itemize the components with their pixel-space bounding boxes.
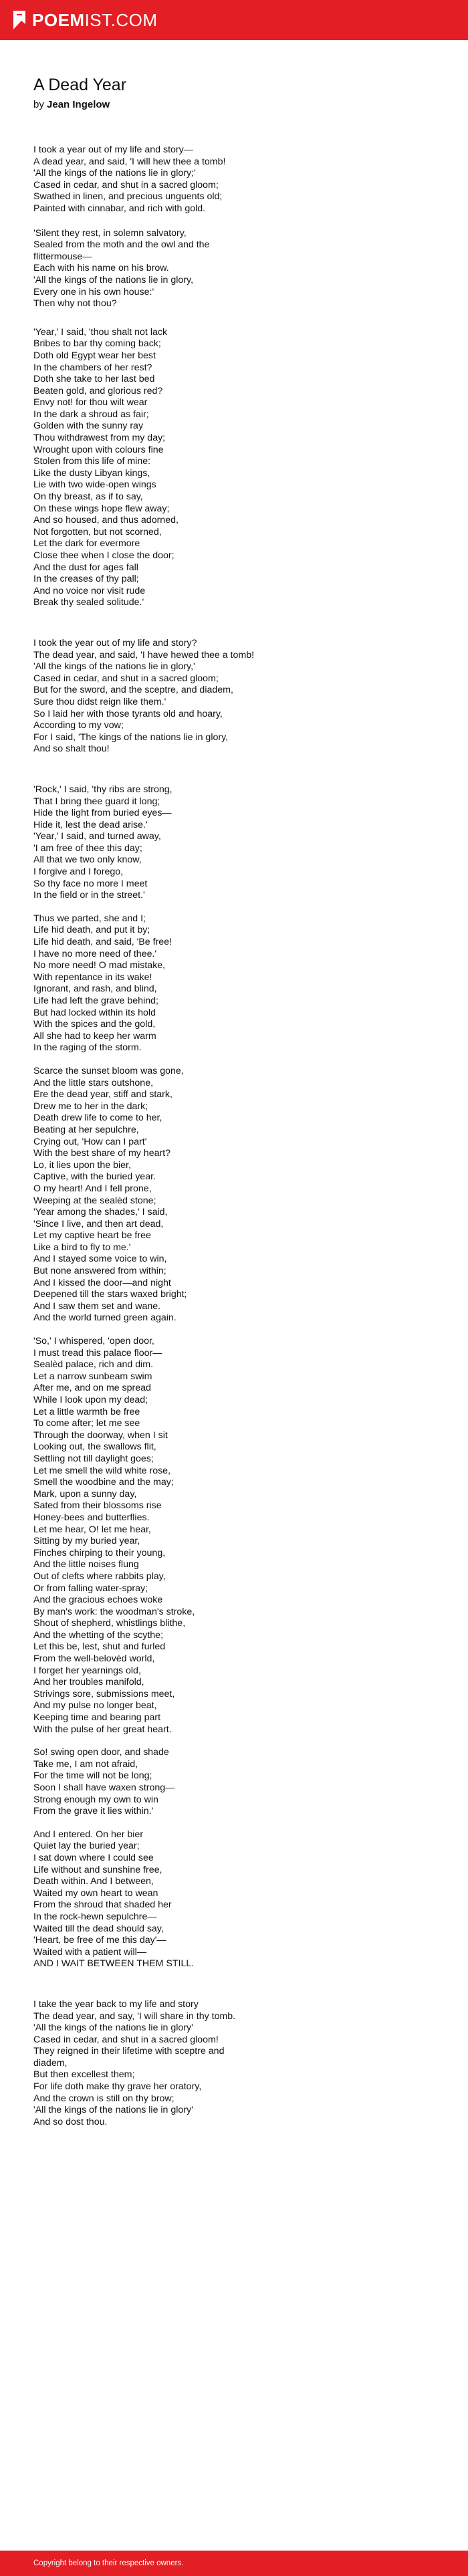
poem-line: And so dost thou.: [33, 2116, 108, 2127]
poem-line: Sated from their blossoms rise: [33, 1500, 162, 1512]
poem-line: With the best share of my heart?: [33, 1148, 171, 1159]
poem-line: And I saw them set and wane.: [33, 1300, 161, 1312]
poem-line: Lo, it lies upon the bier,: [33, 1159, 131, 1171]
poem-line: Not forgotten, but not scorned,: [33, 526, 162, 538]
poem-line: All she had to keep her warm: [33, 1030, 156, 1042]
stanza: [33, 1829, 435, 1970]
poem-line: Honey-bees and butterflies.: [33, 1512, 150, 1523]
stanza: [33, 784, 435, 902]
poem-line: Thus we parted, she and I;: [33, 913, 146, 924]
poem-line: Break thy sealed solitude.': [33, 597, 144, 608]
poem-line: 'All the kings of the nations lie in glory': [33, 2105, 193, 2116]
poem-line: 'Rock,' I said, 'thy ribs are strong,: [33, 784, 172, 795]
poem-line: 'I am free of thee this day;: [33, 842, 142, 854]
poem-line: Every one in his own house:': [33, 286, 154, 298]
byline-prefix: by: [33, 99, 44, 110]
poem-line: I took the year out of my life and story?: [33, 637, 197, 649]
poem-line: Finches chirping to their young,: [33, 1547, 166, 1558]
poem-line: And I kissed the door—and night: [33, 1277, 171, 1288]
poem-line: And the little noises flung: [33, 1559, 139, 1570]
poem-line: Thou withdrawest from my day;: [33, 433, 166, 444]
poem-line: From the well-belovèd world,: [33, 1653, 155, 1665]
poem-line: Sealed from the moth and the owl and the: [33, 239, 210, 251]
poem-line: Hide the light from buried eyes—: [33, 808, 172, 819]
poem-line: Beaten gold, and glorious red?: [33, 385, 163, 396]
poem-line: Let the dark for evermore: [33, 538, 140, 550]
stanza: [33, 228, 435, 310]
poem-line: Ere the dead year, stiff and stark,: [33, 1089, 172, 1100]
poem-line: Each with his name on his brow.: [33, 263, 169, 274]
poem-line: Settling not till daylight goes;: [33, 1453, 154, 1464]
byline: [33, 98, 110, 112]
stanza: [33, 638, 435, 755]
poem-line: Mark, upon a sunny day,: [33, 1488, 137, 1500]
quill-icon: [12, 9, 27, 31]
poem-line: Life without and sunshine free,: [33, 1864, 162, 1875]
site-logo[interactable]: [12, 9, 158, 31]
poem-line: And my pulse no longer beat,: [33, 1700, 157, 1712]
poem-line: 'All the kings of the nations lie in glory,': [33, 661, 195, 673]
poem-line: And her troubles manifold,: [33, 1677, 144, 1688]
poem-line: Take me, I am not afraid,: [33, 1758, 138, 1770]
poem-line: Then why not thou?: [33, 298, 117, 310]
poem-line: I take the year back to my life and story: [33, 1998, 199, 2010]
poem-line: But for the sword, and the sceptre, and diadem,: [33, 685, 233, 696]
stanza: [33, 327, 435, 609]
poem-line: Life hid death, and put it by;: [33, 925, 150, 936]
poem-line: Let my captive heart be free: [33, 1230, 151, 1242]
site-footer: [0, 2551, 468, 2576]
poem-line: Death within. And I between,: [33, 1876, 154, 1887]
poem-line: Hide it, lest the dead arise.': [33, 819, 148, 830]
poem-line: diadem,: [33, 2057, 68, 2069]
poem-line: Like a bird to fly to me.': [33, 1242, 131, 1253]
poem-line: 'Silent they rest, in solemn salvatory,: [33, 227, 187, 239]
poem-line: Lie with two wide-open wings: [33, 479, 156, 491]
poem-line: And the crown is still on thy brow;: [33, 2093, 174, 2104]
poem-line: On these wings hope flew away;: [33, 503, 170, 514]
poem-line: For life doth make thy grave her oratory,: [33, 2081, 202, 2093]
poem-line: So I laid her with those tyrants old and hoary,: [33, 708, 223, 719]
poem-line: And the little stars outshone,: [33, 1077, 154, 1088]
poem-line: So! swing open door, and shade: [33, 1747, 169, 1758]
poem-line: Sealèd palace, rich and dim.: [33, 1359, 154, 1371]
poem-line: Sitting by my buried year,: [33, 1536, 140, 1547]
stanza: [33, 913, 435, 1054]
poem-line: I must tread this palace floor—: [33, 1347, 162, 1359]
poem-line: Drew me to her in the dark;: [33, 1100, 148, 1112]
poem-line: I took a year out of my life and story—: [33, 144, 193, 155]
poem-line: Waited till the dead should say,: [33, 1923, 164, 1934]
poem-line: Through the doorway, when I sit: [33, 1429, 168, 1441]
poem-line: Swathed in linen, and precious unguents old;: [33, 191, 223, 203]
poem-line: Golden with the sunny ray: [33, 421, 144, 432]
poem-line: A dead year, and said, 'I will hew thee a tomb!: [33, 156, 226, 167]
stanza: [33, 1336, 435, 1736]
poem-line: But none answered from within;: [33, 1266, 166, 1277]
poem-line: I sat down where I could see: [33, 1852, 154, 1863]
poem-line: Let this be, lest, shut and furled: [33, 1641, 166, 1653]
copyright-text: Copyright belong to their respective owners.: [33, 2559, 184, 2567]
poem-line: Scarce the sunset bloom was gone,: [33, 1065, 184, 1076]
site-header: [0, 0, 468, 40]
poem-line: O my heart! And I fell prone,: [33, 1183, 152, 1194]
poem-line: 'Year among the shades,' I said,: [33, 1207, 168, 1218]
poem-line: In the raging of the storm.: [33, 1042, 142, 1054]
poem-line: 'Heart, be free of me this day'—: [33, 1935, 166, 1946]
poem-line: They reigned in their lifetime with sceptre and: [33, 2046, 225, 2057]
poem-line: Strong enough my own to win: [33, 1794, 158, 1805]
poem-line: While I look upon my dead;: [33, 1395, 148, 1405]
stanza: [33, 144, 435, 215]
poem-line: Bribes to bar thy coming back;: [33, 338, 161, 350]
poem-line: Stolen from this life of mine:: [33, 456, 151, 467]
poem-line: So thy face no more I meet: [33, 878, 148, 889]
poem-line: But then excellest them;: [33, 2069, 135, 2081]
poem-line: Shout of shepherd, whistlings blithe,: [33, 1618, 186, 1629]
poem-line: With the pulse of her great heart.: [33, 1724, 172, 1735]
poem-line: Quiet lay the buried year;: [33, 1841, 140, 1852]
poem-line: Beating at her sepulchre,: [33, 1124, 139, 1135]
poem-line: Crying out, 'How can I part': [33, 1136, 147, 1147]
poem-line: For I said, 'The kings of the nations lie in glory,: [33, 731, 229, 743]
poem-line: In the chambers of her rest?: [33, 362, 152, 373]
poem-line: Smell the woodbine and the may;: [33, 1477, 174, 1488]
poem-line: Let me smell the wild white rose,: [33, 1465, 171, 1476]
poem-line: But had locked within its hold: [33, 1007, 156, 1018]
poem-line: In the field or in the street.': [33, 890, 145, 901]
poem-line: Cased in cedar, and shut in a sacred gloom;: [33, 673, 219, 684]
poem-line: That I bring thee guard it long;: [33, 796, 160, 807]
poem-line: Wrought upon with colours fine: [33, 444, 164, 455]
poem-line: In the creases of thy pall;: [33, 574, 139, 585]
poem-line: Deepened till the stars waxed bright;: [33, 1289, 187, 1300]
poem-line: Let a little warmth be free: [33, 1406, 140, 1417]
stanza: [33, 1747, 435, 1818]
poem-line: Doth old Egypt wear her best: [33, 350, 156, 361]
poem-line: Like the dusty Libyan kings,: [33, 467, 150, 479]
poem-line: For the time will not be long;: [33, 1770, 152, 1782]
poem-line: All that we two only know,: [33, 854, 142, 866]
poem-line: In the dark a shroud as fair;: [33, 408, 149, 420]
poem-line: To come after; let me see: [33, 1418, 140, 1429]
poem-line: And the world turned green again.: [33, 1312, 177, 1324]
poem-line: According to my vow;: [33, 720, 124, 731]
poem-line: Weeping at the sealèd stone;: [33, 1195, 156, 1206]
poem-line: 'All the kings of the nations lie in glory': [33, 2022, 193, 2034]
poem-line: On thy breast, as if to say,: [33, 491, 143, 503]
poem-line: And no voice nor visit rude: [33, 585, 146, 596]
poem-title: A Dead Year: [33, 76, 127, 94]
poem-line: 'Year,' I said, 'thou shalt not lack: [33, 326, 168, 338]
stanza: [33, 1999, 435, 2129]
stanza: [33, 1066, 435, 1324]
poem-line: From the shroud that shaded her: [33, 1899, 172, 1911]
poem-line: flittermouse—: [33, 251, 92, 262]
logo-text: [32, 9, 158, 31]
poem-line: Cased in cedar, and shut in a sacred gloom;: [33, 179, 219, 191]
poem-line: Life had left the grave behind;: [33, 996, 158, 1006]
poem-line: And so shalt thou!: [33, 743, 110, 755]
poem-line: Captive, with the buried year.: [33, 1171, 156, 1183]
poem-line: 'Since I live, and then art dead,: [33, 1218, 164, 1230]
poem-line: The dead year, and say, 'I will share in thy tomb.: [33, 2010, 236, 2022]
poem-line: Cased in cedar, and shut in a sacred gloom!: [33, 2034, 219, 2045]
poem-line: I have no more need of thee.': [33, 948, 157, 959]
poem-line: And the gracious echoes woke: [33, 1595, 163, 1606]
poem-line: Waited my own heart to wean: [33, 1887, 158, 1899]
author-link[interactable]: Jean Ingelow: [47, 99, 110, 110]
logo-text-bold: POEM: [32, 10, 85, 30]
poem-line: I forgive and I forego,: [33, 866, 124, 878]
poem-line: Strivings sore, submissions meet,: [33, 1688, 175, 1700]
poem-line: In the rock-hewn sepulchre—: [33, 1911, 157, 1922]
poem-line: 'All the kings of the nations lie in glory,: [33, 274, 194, 285]
poem-line: Keeping time and bearing part: [33, 1712, 161, 1724]
poem-line: With repentance in its wake!: [33, 971, 152, 983]
poem-line: By man's work: the woodman's stroke,: [33, 1606, 195, 1617]
poem-line: From the grave it lies within.': [33, 1806, 154, 1817]
poem-line: Doth she take to her last bed: [33, 374, 155, 385]
poem-line: Out of clefts where rabbits play,: [33, 1570, 166, 1582]
poem-line: Looking out, the swallows flit,: [33, 1441, 156, 1453]
poem-line: Or from falling water-spray;: [33, 1583, 148, 1594]
poem-line: And so housed, and thus adorned,: [33, 515, 179, 526]
poem-line: Close thee when I close the door;: [33, 550, 174, 561]
poem-line: Soon I shall have waxen strong—: [33, 1782, 175, 1793]
poem-body: [33, 144, 435, 2128]
poem-line: 'Year,' I said, and turned away,: [33, 831, 161, 842]
poem-line: And I stayed some voice to win,: [33, 1254, 167, 1265]
poem-line: Let a narrow sunbeam swim: [33, 1371, 152, 1382]
poem-line: Death drew life to come to her,: [33, 1113, 162, 1124]
poem-line: And the dust for ages fall: [33, 562, 138, 573]
poem-line: Waited with a patient will—: [33, 1946, 147, 1958]
poem-line: With the spices and the gold,: [33, 1019, 156, 1030]
poem-line: I forget her yearnings old,: [33, 1665, 141, 1676]
poem-line: AND I WAIT BETWEEN THEM STILL.: [33, 1958, 195, 1970]
poem-line: Let me hear, O! let me hear,: [33, 1524, 151, 1535]
poem-line: Life hid death, and said, 'Be free!: [33, 937, 172, 948]
poem-line: Sure thou didst reign like them.': [33, 696, 166, 707]
poem-line: 'So,' I whispered, 'open door,: [33, 1336, 154, 1347]
poem-line: Painted with cinnabar, and rich with gold.: [33, 203, 206, 214]
poem-line: After me, and on me spread: [33, 1383, 151, 1394]
poem-line: The dead year, and said, 'I have hewed thee a tomb!: [33, 649, 255, 661]
logo-text-light: IST.COM: [84, 10, 158, 30]
poem-line: 'All the kings of the nations lie in glory;': [33, 168, 196, 179]
poem-line: Ignorant, and rash, and blind,: [33, 983, 157, 995]
poem-line: And the whetting of the scythe;: [33, 1629, 164, 1641]
poem-line: No more need! O mad mistake,: [33, 960, 166, 971]
poem-line: And I entered. On her bier: [33, 1829, 144, 1840]
poem-line: Envy not! for thou wilt wear: [33, 397, 148, 408]
